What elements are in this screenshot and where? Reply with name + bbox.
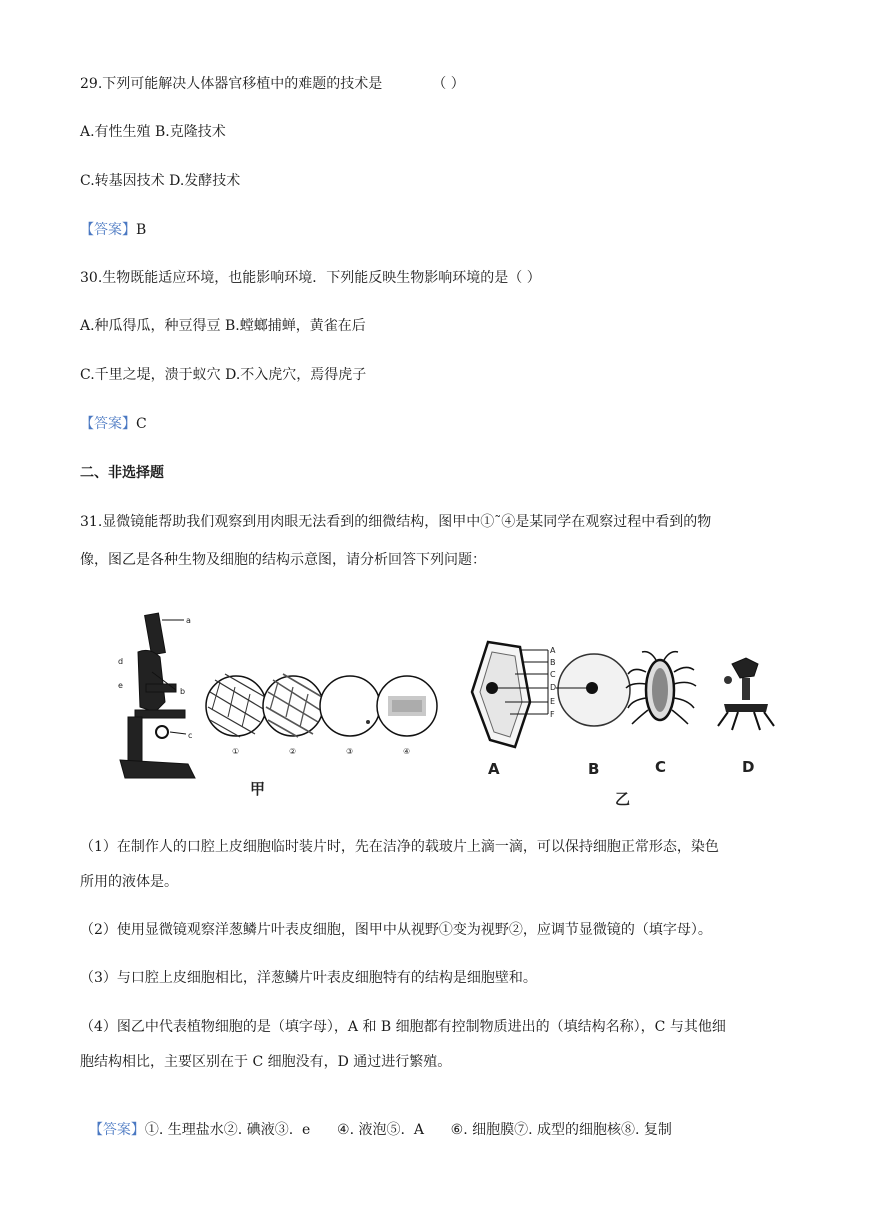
field-view-2 bbox=[263, 674, 323, 737]
view-label-1: ① bbox=[232, 747, 240, 756]
microscope-arm bbox=[138, 650, 165, 712]
figure-yi-label: 乙 bbox=[615, 790, 631, 807]
q29-options-cd: C.转基因技术 D.发酵技术 bbox=[80, 173, 241, 189]
q31-sub3: （3）与口腔上皮细胞相比，洋葱鳞片叶表皮细胞特有的结构是细胞壁和。 bbox=[80, 970, 537, 986]
answer-tag: 【答案】 bbox=[88, 1122, 145, 1138]
microscope-nosepiece bbox=[146, 684, 176, 692]
view-label-2: ② bbox=[289, 747, 297, 756]
cell-part-label-b: B bbox=[550, 658, 556, 667]
q31-sub4-line1: （4）图乙中代表植物细胞的是（填字母），A 和 B 细胞都有控制物质进出的（填结构名称），C 与其他细 bbox=[80, 1019, 726, 1035]
answer-tag: 【答案】 bbox=[80, 222, 136, 238]
animal-cell-b bbox=[556, 654, 630, 726]
field-view-4 bbox=[377, 676, 437, 736]
cell-part-label-c: C bbox=[550, 670, 556, 679]
section-heading: 二、非选择题 bbox=[80, 465, 164, 481]
cell-label-b: B bbox=[588, 760, 600, 778]
view-label-4: ④ bbox=[403, 747, 411, 756]
cell-part-label-d: D bbox=[550, 683, 557, 692]
figure-jia-label: 甲 bbox=[250, 780, 266, 798]
q30-options-ab: A.种瓜得瓜，种豆得豆 B.螳螂捕蝉，黄雀在后 bbox=[80, 318, 366, 334]
q31-sub1-line1: （1）在制作人的口腔上皮细胞临时装片时，先在洁净的载玻片上滴一滴，可以保持细胞正常形态，染色 bbox=[80, 839, 719, 855]
bacterium-c bbox=[626, 652, 696, 724]
cell-part-label-e: E bbox=[550, 697, 556, 706]
q30-answer bbox=[80, 414, 147, 434]
q30-stem: 30.生物既能适应环境，也能影响环境．下列能反映生物影响环境的是（ ） bbox=[80, 270, 541, 286]
microscope-eyepiece-tube bbox=[145, 613, 166, 655]
q29-options-ab: A.有性生殖 B.克隆技术 bbox=[80, 124, 226, 140]
field-view-1 bbox=[206, 674, 266, 737]
field-view-3 bbox=[320, 676, 380, 736]
pointer-line-c bbox=[170, 732, 186, 734]
plant-cell-a bbox=[472, 642, 530, 747]
cell-label-c: C bbox=[655, 758, 667, 776]
microscope-mirror bbox=[156, 726, 168, 738]
microscope-label-e: e bbox=[118, 681, 123, 690]
cell-part-label-f: F bbox=[550, 710, 555, 719]
q31-answer bbox=[80, 1100, 672, 1140]
q30-answer-value: C bbox=[136, 416, 147, 432]
microscope-pillar bbox=[128, 717, 142, 762]
cell-label-a: A bbox=[488, 760, 500, 778]
q31-stem-line1: 31.显微镜能帮助我们观察到用肉眼无法看到的细微结构，图甲中①˜④是某同学在观察过程中看到的物 bbox=[80, 514, 712, 530]
q31-stem-line2: 像，图乙是各种生物及细胞的结构示意图，请分析回答下列问题： bbox=[80, 552, 486, 568]
virus-d bbox=[718, 658, 774, 730]
q30-options-cd: C.千里之堤，溃于蚁穴 D.不入虎穴，焉得虎子 bbox=[80, 367, 367, 383]
view-label-3: ③ bbox=[346, 747, 354, 756]
microscope-label-d: d bbox=[118, 657, 124, 666]
microscope-label-a: a bbox=[186, 616, 191, 625]
q29-answer bbox=[80, 220, 146, 240]
microscope-label-c: c bbox=[188, 731, 193, 740]
q29-answer-value: B bbox=[136, 222, 147, 238]
q31-sub1-line2: 所用的液体是。 bbox=[80, 874, 178, 890]
microscope-base bbox=[120, 760, 195, 778]
microscope-label-b: b bbox=[180, 687, 186, 696]
q29-paren: （ ） bbox=[432, 76, 465, 92]
cell-label-d: D bbox=[742, 758, 755, 776]
q31-answer-value: ①. 生理盐水②. 碘液③. e ④. 液泡⑤. A ⑥. 细胞膜⑦. 成型的细胞核⑧. 复制 bbox=[144, 1122, 672, 1138]
cell-part-label-a: A bbox=[550, 646, 556, 655]
q31-sub4-line2: 胞结构相比，主要区别在于 C 细胞没有，D 通过进行繁殖。 bbox=[80, 1054, 452, 1070]
q29-stem-text: 29.下列可能解决人体器官移植中的难题的技术是 bbox=[80, 76, 383, 92]
answer-tag: 【答案】 bbox=[80, 416, 136, 432]
q31-sub2: （2）使用显微镜观察洋葱鳞片叶表皮细胞，图甲中从视野①变为视野②，应调节显微镜的（填字母）。 bbox=[80, 922, 712, 938]
q31-figure bbox=[110, 592, 800, 807]
q29-stem bbox=[80, 74, 465, 94]
